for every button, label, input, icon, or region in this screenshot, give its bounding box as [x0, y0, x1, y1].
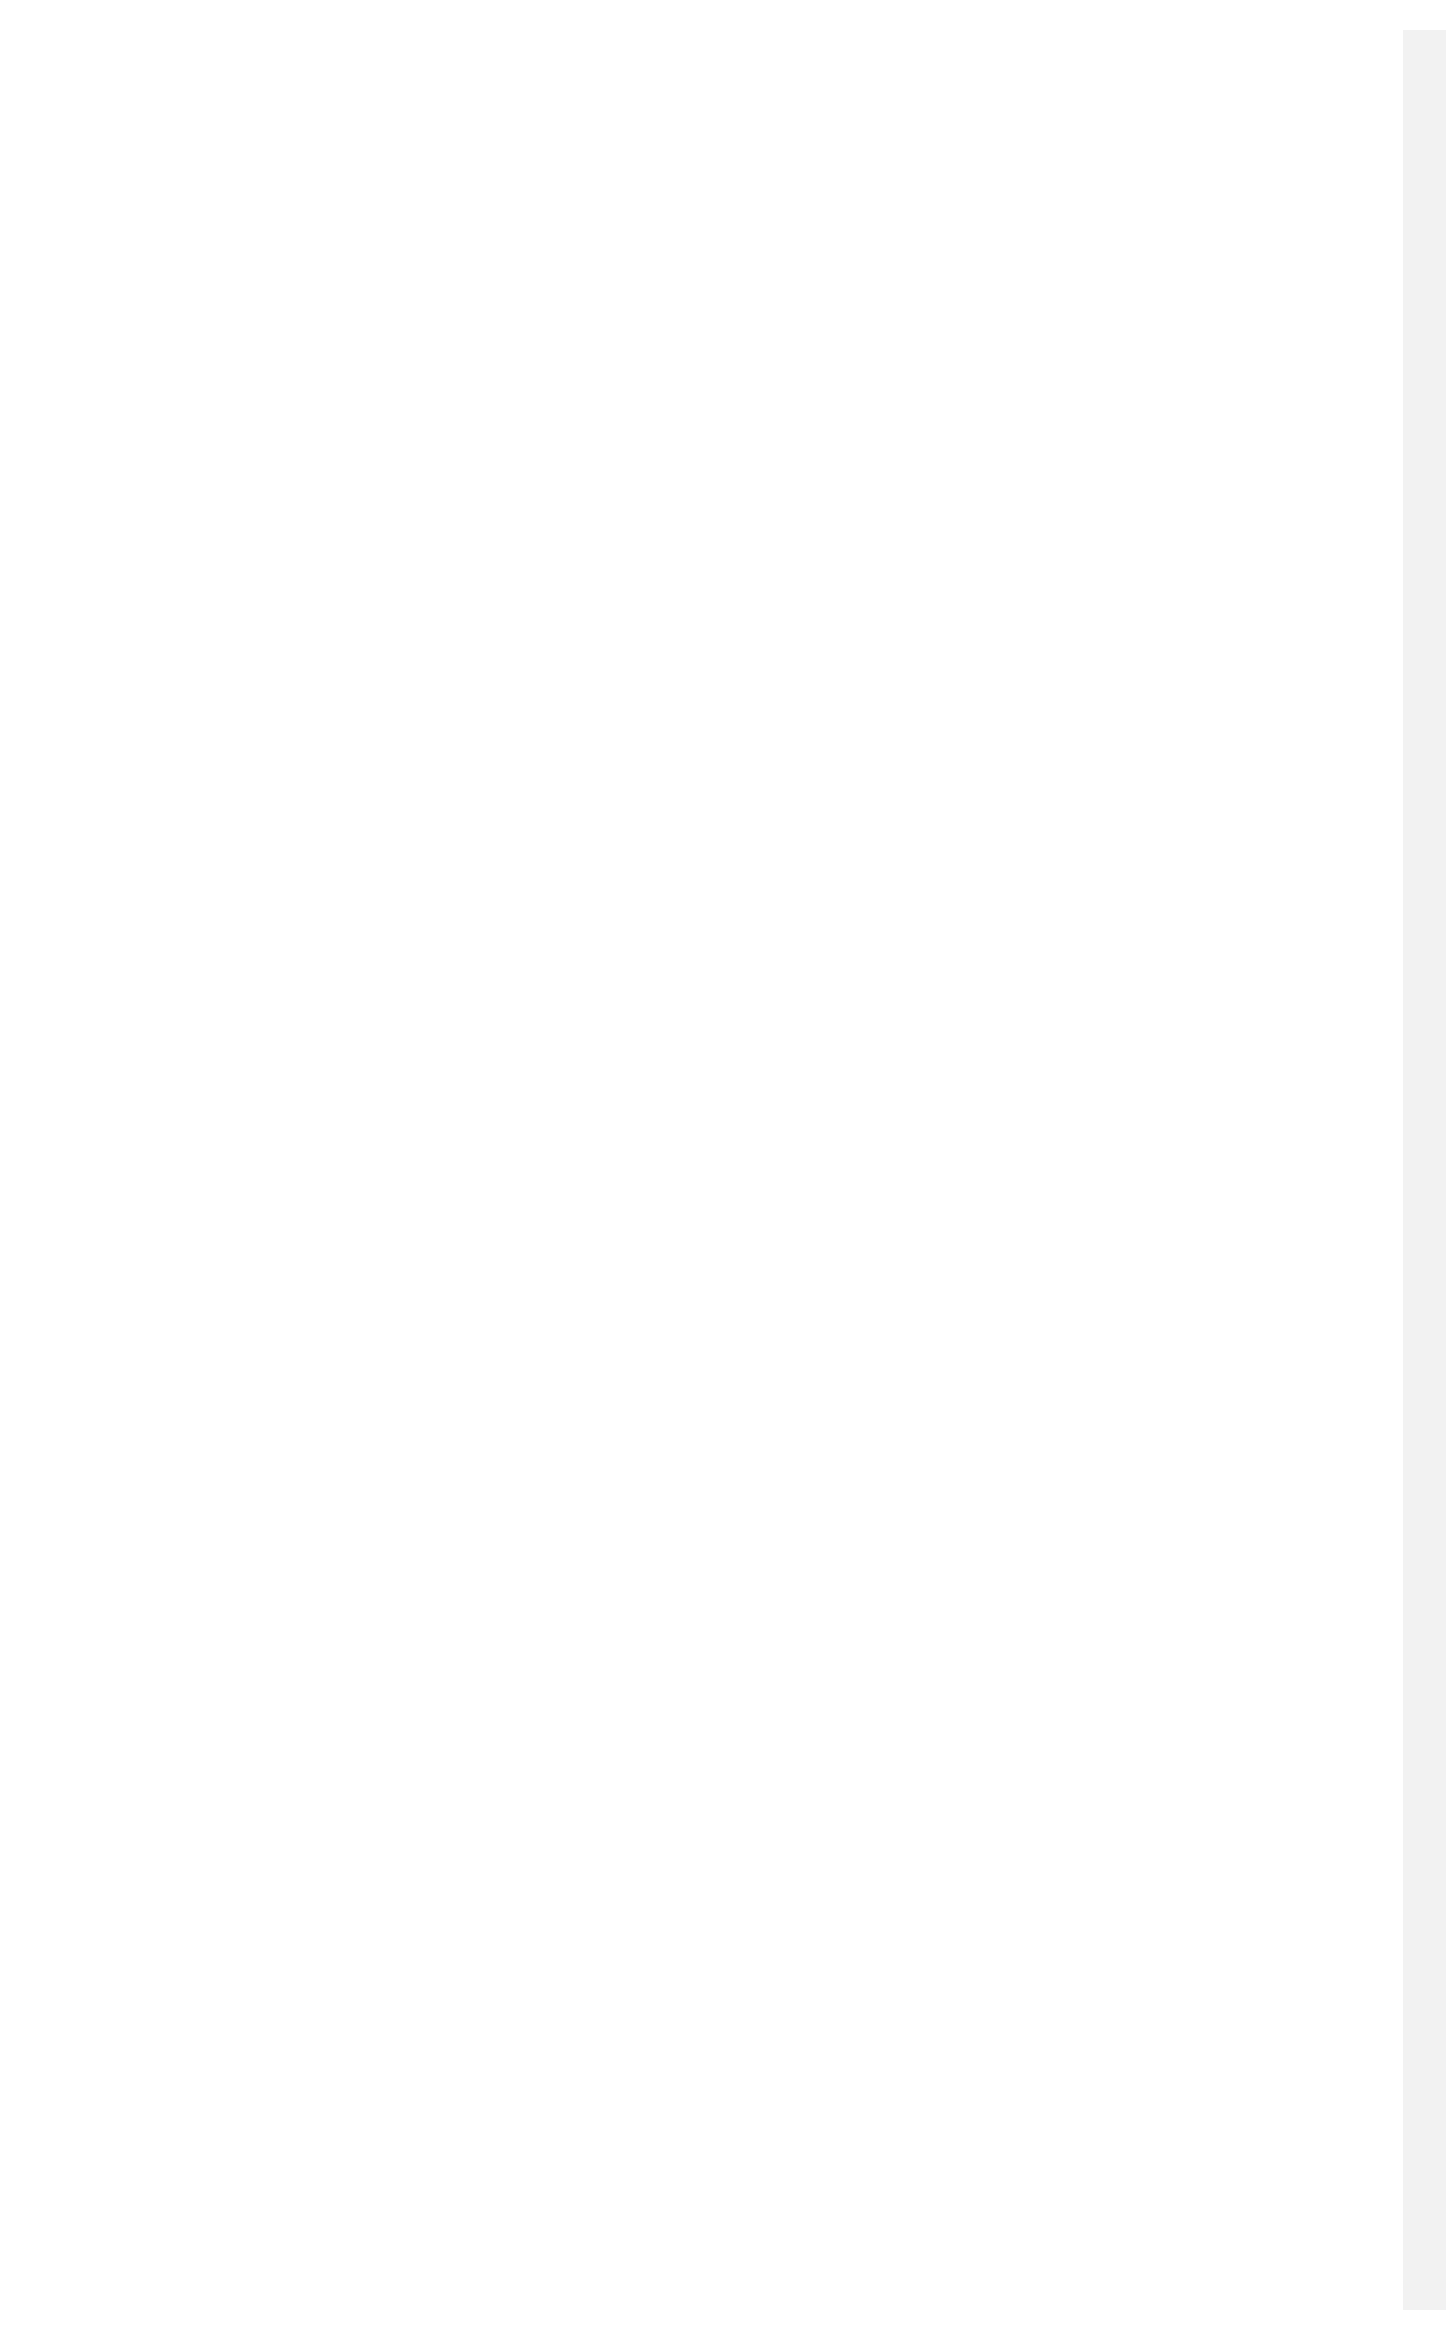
- right-side-strip: [1403, 30, 1446, 2310]
- site-footer[interactable]: [0, 2303, 1446, 2333]
